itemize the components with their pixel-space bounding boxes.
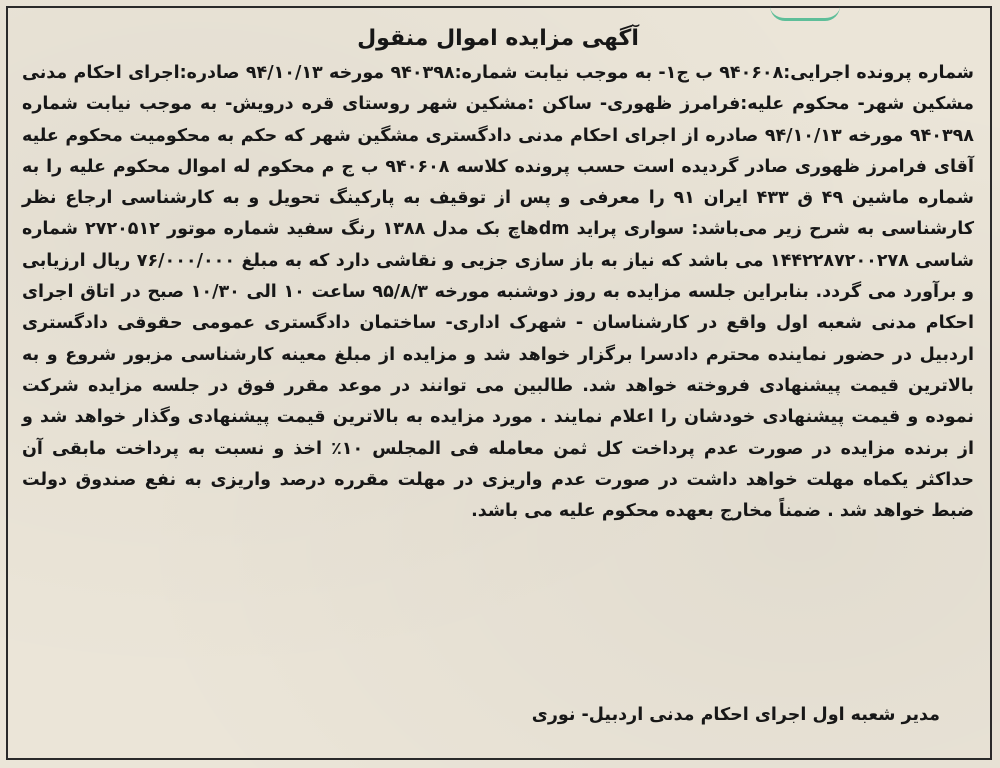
notice-title: آگهی مزایده اموال منقول (357, 26, 639, 51)
green-ink-mark (770, 6, 840, 21)
notice-signature: مدیر شعبه اول اجرای احکام مدنی اردبیل- نوری (531, 705, 940, 725)
notice-body: شماره پرونده اجرایی:۹۴۰۶۰۸ ب ج۱- به موجب نیابت شماره:۹۴۰۳۹۸ مورخه ۹۴/۱۰/۱۳ صادره:اجرای احکام مدنی مشکین شهر- محکوم علیه:فرامرز ظهوری- ساکن :مشکین شهر روستای قره درویش- به موجب نیابت شماره ۹۴۰۳۹۸ مورخه ۹۴/۱۰/۱۳ صادره از اجرای احکام مدنی دادگستری مشگین شهر که حکم به محکومیت محکوم علیه آقای فرامرز ظهوری صادر گردیده است حسب پرونده کلاسه ۹۴۰۶۰۸ ب ج م محکوم له اموال محکوم علیه را به شماره ماشین ۴۹ ق ۴۳۳ ایران ۹۱ را معرفی و پس از توقیف به پارکینگ تحویل و به کارشناسی ارجاع نظر کارشناسی به شرح زیر می‌باشد: سواری پراید dmهاچ بک مدل ۱۳۸۸ رنگ سفید شماره موتور ۲۷۲۰۵۱۲ شماره شاسی ۱۴۴۲۲۸۷۲۰۰۲۷۸ می باشد که نیاز به باز سازی جزیی و نقاشی دارد که به مبلغ ۷۶/۰۰۰/۰۰۰ ریال ارزیابی و برآورد می گردد. بنابراین جلسه مزایده به روز دوشنبه مورخه ۹۵/۸/۳ ساعت ۱۰ الی ۱۰/۳۰ صبح در اتاق اجرای احکام مدنی شعبه اول واقع در کارشناسان - شهرک اداری- ساختمان دادگستری عمومی حقوقی دادگستری اردبیل در حضور نماینده محترم دادسرا برگزار خواهد شد و مزایده از مبلغ معینه کارشناسی مزبور شروع و به بالاترین قیمت پیشنهادی فروخته خواهد شد. طالبین می توانند در موعد مقرر فوق در جلسه مزایده شرکت نموده و قیمت پیشنهادی خودشان را اعلام نمایند . مورد مزایده به بالاترین قیمت پیشنهادی وگذار خواهد شد و از برنده مزایده در صورت عدم پرداخت کل ثمن معامله فی المجلس ۱۰٪ اخذ و نسبت به پرداخت مابقی آن حداکثر یکماه مهلت خواهد داشت در صورت عدم واریزی در مهلت مقرره درصد واریزی به نفع صندوق دولت ضبط خواهد شد . ضمناً مخارج بعهده محکوم علیه می باشد. (22, 63, 975, 522)
auction-notice (22, 22, 974, 527)
